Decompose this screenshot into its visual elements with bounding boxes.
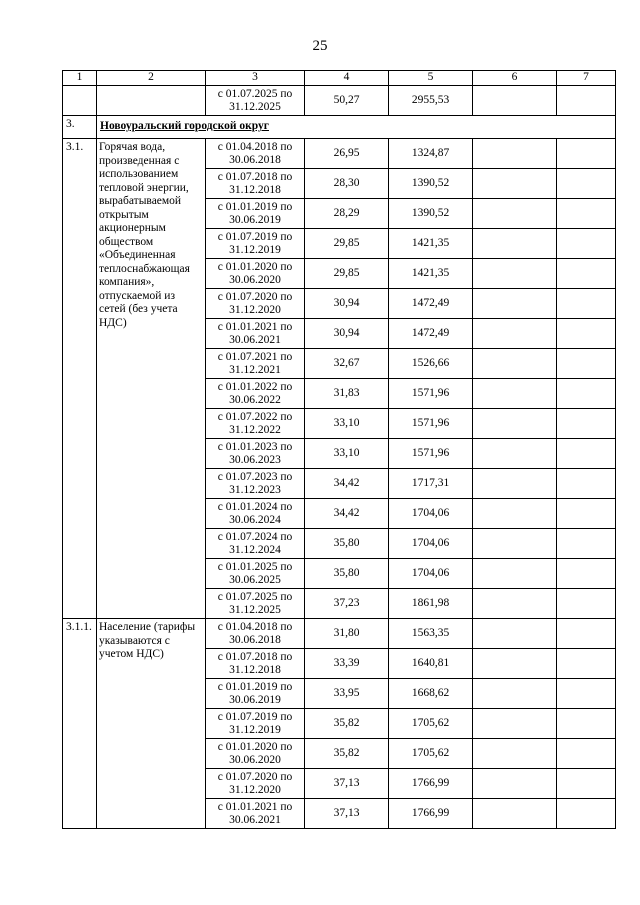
cell-empty bbox=[557, 619, 616, 649]
cell-period: с 01.01.2019 по 30.06.2019 bbox=[206, 199, 305, 229]
cell-value-5: 1640,81 bbox=[389, 649, 473, 679]
cell-empty bbox=[473, 139, 557, 169]
cell-empty bbox=[557, 559, 616, 589]
cell-period: с 01.04.2018 по 30.06.2018 bbox=[206, 619, 305, 649]
cell-period: с 01.07.2020 по 31.12.2020 bbox=[206, 289, 305, 319]
cell-empty bbox=[557, 139, 616, 169]
section-row bbox=[63, 116, 616, 139]
cell-value-5: 1472,49 bbox=[389, 289, 473, 319]
cell-value-4: 37,23 bbox=[305, 589, 389, 619]
cell-empty bbox=[557, 589, 616, 619]
cell-empty bbox=[473, 559, 557, 589]
cell-period: с 01.01.2020 по 30.06.2020 bbox=[206, 739, 305, 769]
cell-value-5: 1766,99 bbox=[389, 799, 473, 829]
cell-value-4: 31,83 bbox=[305, 379, 389, 409]
cell-value-4: 29,85 bbox=[305, 259, 389, 289]
cell-value-5: 1705,62 bbox=[389, 739, 473, 769]
cell-period: с 01.07.2023 по 31.12.2023 bbox=[206, 469, 305, 499]
cell-period: с 01.07.2019 по 31.12.2019 bbox=[206, 229, 305, 259]
column-header: 1 bbox=[63, 71, 97, 86]
cell-empty bbox=[473, 679, 557, 709]
cell-empty bbox=[473, 349, 557, 379]
group-description: Население (тарифы указываются с учетом НДС) bbox=[97, 619, 206, 829]
cell-value-5: 1571,96 bbox=[389, 379, 473, 409]
cell-value-4: 35,82 bbox=[305, 709, 389, 739]
cell-empty bbox=[473, 739, 557, 769]
cell-value-5: 1390,52 bbox=[389, 199, 473, 229]
column-header: 4 bbox=[305, 71, 389, 86]
cell-empty bbox=[557, 169, 616, 199]
cell-period: с 01.07.2021 по 31.12.2021 bbox=[206, 349, 305, 379]
group-number: 3.1.1. bbox=[63, 619, 97, 829]
cell-value-4: 34,42 bbox=[305, 469, 389, 499]
cell-empty bbox=[473, 709, 557, 739]
cell-empty bbox=[473, 229, 557, 259]
cell-empty bbox=[473, 589, 557, 619]
cell-empty bbox=[557, 379, 616, 409]
cell-empty bbox=[473, 169, 557, 199]
cell-value-5: 1390,52 bbox=[389, 169, 473, 199]
cell-value-4: 35,80 bbox=[305, 529, 389, 559]
cell-empty bbox=[473, 289, 557, 319]
cell-empty bbox=[557, 409, 616, 439]
cell-value-5: 1704,06 bbox=[389, 499, 473, 529]
cell-empty bbox=[557, 679, 616, 709]
cell-period: с 01.01.2024 по 30.06.2024 bbox=[206, 499, 305, 529]
cell-value-4: 28,29 bbox=[305, 199, 389, 229]
cell-empty bbox=[557, 199, 616, 229]
cell-value-4: 29,85 bbox=[305, 229, 389, 259]
cell-period: с 01.04.2018 по 30.06.2018 bbox=[206, 139, 305, 169]
cell-value-4: 50,27 bbox=[305, 86, 389, 116]
cell-value-5: 1704,06 bbox=[389, 559, 473, 589]
cell-empty bbox=[473, 259, 557, 289]
cell-empty bbox=[557, 319, 616, 349]
cell-period: с 01.07.2018 по 31.12.2018 bbox=[206, 169, 305, 199]
cell-empty bbox=[473, 529, 557, 559]
cell-value-4: 34,42 bbox=[305, 499, 389, 529]
cell-value-4: 28,30 bbox=[305, 169, 389, 199]
cell-empty bbox=[557, 799, 616, 829]
cell-period: с 01.07.2019 по 31.12.2019 bbox=[206, 709, 305, 739]
cell-empty bbox=[473, 319, 557, 349]
cell-empty bbox=[557, 289, 616, 319]
cell-empty bbox=[557, 469, 616, 499]
header-row bbox=[63, 71, 616, 86]
cell-empty bbox=[557, 529, 616, 559]
group-number: 3.1. bbox=[63, 139, 97, 619]
cell-value-5: 1717,31 bbox=[389, 469, 473, 499]
cell-empty bbox=[473, 199, 557, 229]
cell-value-5: 1861,98 bbox=[389, 589, 473, 619]
cell-value-4: 26,95 bbox=[305, 139, 389, 169]
cell-empty bbox=[557, 229, 616, 259]
cell-value-4: 33,10 bbox=[305, 409, 389, 439]
group-description: Горячая вода, произведенная с использованием тепловой энергии, вырабатываемой открытым акционерным обществом «Объединенная теплоснабжающая компания», отпускаемой из сетей (без учета НДС) bbox=[97, 139, 206, 619]
column-header: 6 bbox=[473, 71, 557, 86]
cell-empty bbox=[557, 499, 616, 529]
cell-value-5: 1571,96 bbox=[389, 409, 473, 439]
cell-value-5: 1704,06 bbox=[389, 529, 473, 559]
cell-desc bbox=[97, 86, 206, 116]
cell-value-5: 1421,35 bbox=[389, 259, 473, 289]
section-title: Новоуральский городской округ bbox=[97, 116, 616, 139]
cell-value-4: 30,94 bbox=[305, 319, 389, 349]
cell-empty bbox=[557, 349, 616, 379]
cell-value-4: 31,80 bbox=[305, 619, 389, 649]
cell-period: с 01.01.2023 по 30.06.2023 bbox=[206, 439, 305, 469]
cell-value-5: 2955,53 bbox=[389, 86, 473, 116]
cell-period: с 01.01.2020 по 30.06.2020 bbox=[206, 259, 305, 289]
cell-empty bbox=[473, 469, 557, 499]
cell-empty bbox=[473, 86, 557, 116]
cell-empty bbox=[557, 649, 616, 679]
cell-value-5: 1766,99 bbox=[389, 769, 473, 799]
cell-empty bbox=[473, 379, 557, 409]
cell-period: с 01.07.2018 по 31.12.2018 bbox=[206, 649, 305, 679]
cell-value-4: 35,80 bbox=[305, 559, 389, 589]
cell-period: с 01.07.2022 по 31.12.2022 bbox=[206, 409, 305, 439]
cell-period: с 01.07.2025 по 31.12.2025 bbox=[206, 589, 305, 619]
cell-value-4: 33,95 bbox=[305, 679, 389, 709]
cell-empty bbox=[557, 439, 616, 469]
cell-empty bbox=[473, 439, 557, 469]
cell-value-5: 1324,87 bbox=[389, 139, 473, 169]
cell-empty bbox=[473, 799, 557, 829]
cell-empty bbox=[557, 259, 616, 289]
cell-empty bbox=[473, 499, 557, 529]
cell-empty bbox=[557, 709, 616, 739]
cell-period: с 01.01.2022 по 30.06.2022 bbox=[206, 379, 305, 409]
cell-value-4: 32,67 bbox=[305, 349, 389, 379]
column-header: 2 bbox=[97, 71, 206, 86]
cell-period: с 01.01.2019 по 30.06.2019 bbox=[206, 679, 305, 709]
cell-value-5: 1472,49 bbox=[389, 319, 473, 349]
cell-period: с 01.07.2025 по 31.12.2025 bbox=[206, 86, 305, 116]
cell-value-5: 1571,96 bbox=[389, 439, 473, 469]
cell-value-5: 1668,62 bbox=[389, 679, 473, 709]
section-number: 3. bbox=[63, 116, 97, 139]
cell-period: с 01.01.2021 по 30.06.2021 bbox=[206, 799, 305, 829]
cell-period: с 01.01.2025 по 30.06.2025 bbox=[206, 559, 305, 589]
cell-empty bbox=[557, 769, 616, 799]
cell-value-4: 33,10 bbox=[305, 439, 389, 469]
cell-empty bbox=[557, 739, 616, 769]
cell-value-4: 33,39 bbox=[305, 649, 389, 679]
cell-period: с 01.01.2021 по 30.06.2021 bbox=[206, 319, 305, 349]
column-header: 5 bbox=[389, 71, 473, 86]
cell-value-4: 35,82 bbox=[305, 739, 389, 769]
cell-empty bbox=[473, 649, 557, 679]
cell-value-4: 37,13 bbox=[305, 799, 389, 829]
table-row bbox=[63, 619, 616, 649]
cell-empty bbox=[557, 86, 616, 116]
cell-value-5: 1705,62 bbox=[389, 709, 473, 739]
cell-value-5: 1563,35 bbox=[389, 619, 473, 649]
cell-value-4: 37,13 bbox=[305, 769, 389, 799]
cell-empty bbox=[473, 769, 557, 799]
cell-empty bbox=[473, 409, 557, 439]
tariff-table bbox=[62, 70, 616, 829]
page-number: 25 bbox=[312, 38, 328, 54]
cell-value-5: 1421,35 bbox=[389, 229, 473, 259]
cell-period: с 01.07.2020 по 31.12.2020 bbox=[206, 769, 305, 799]
cell-no bbox=[63, 86, 97, 116]
column-header: 3 bbox=[206, 71, 305, 86]
table-row bbox=[63, 139, 616, 169]
cell-value-4: 30,94 bbox=[305, 289, 389, 319]
cell-empty bbox=[473, 619, 557, 649]
continuation-row bbox=[63, 86, 616, 116]
column-header: 7 bbox=[557, 71, 616, 86]
cell-value-5: 1526,66 bbox=[389, 349, 473, 379]
cell-period: с 01.07.2024 по 31.12.2024 bbox=[206, 529, 305, 559]
